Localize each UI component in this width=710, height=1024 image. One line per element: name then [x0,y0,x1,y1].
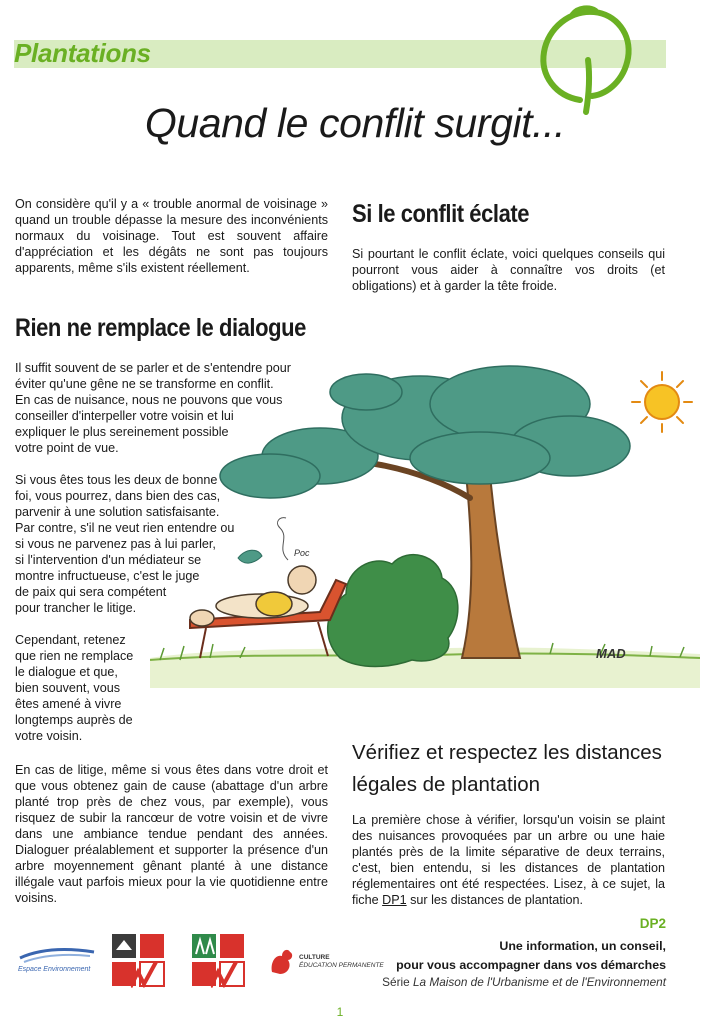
distances-heading-line-1: Vérifiez et respectez les distances [352,741,662,764]
dialogue-paragraph-2 [15,472,234,616]
distances-heading [352,737,662,801]
leaf-icon [238,550,262,563]
intro-paragraph: On considère qu'il y a « trouble anormal de voisinage » quand un trouble dépasse la mesure des inconvénients normaux du voisinage. Tout est souvent affaire d'appréciation et les dégâts ne sont pas toujours apparents, même s'ils existent réellement. [15,197,328,275]
wallonie-logo-1-icon [110,932,166,988]
document-code: DP2 [639,916,666,931]
line: pour trancher le litige. [15,601,137,615]
line: que rien ne remplace [15,649,134,663]
series-line: Série La Maison de l'Urbanisme et de l'Environnement [382,975,666,989]
line: conseiller d'interpeller votre voisin et lui [15,409,234,423]
signature-text: MAD [596,646,626,661]
dialogue-paragraph-3 [15,632,145,744]
page-title: Quand le conflit surgit... [144,100,566,146]
line: si vous ne parvenez pas à lui parler, [15,537,216,551]
page-number: 1 [336,1005,344,1019]
sun-icon [632,372,692,432]
dialogue-paragraph-1 [15,360,328,456]
line: êtes amené à vivre [15,697,122,711]
line: En cas de nuisance, nous ne pouvons que vous [15,393,283,407]
section-title: Plantations [14,38,151,68]
dialogue-paragraph-4: En cas de litige, même si vous êtes dans votre droit et que vous obtenez gain de cause (abattage d'un arbre planté trop près de chez vous, par exemple), vous risquez de subir la rancœur de votre voisin et de vivre dans une ambiance tendue pendant des années. Dialoguer préalablement et supporter la présence d'un arbre moyennement gênant planté à une distance illégale vaut parfois mieux pour la vie quotidienne entre voisins. [15,763,328,905]
line: votre voisin. [15,729,83,743]
line: Si vous êtes tous les deux de bonne [15,473,218,487]
line: montre infructueuse, c'est le juge [15,569,200,583]
tagline: Une information, un conseil, pour vous accompagner dans vos démarches [396,939,666,972]
line: de paix qui sera compétent [15,585,167,599]
dialogue-heading: Rien ne remplace le dialogue [15,314,306,342]
distances-heading-line-2: légales de plantation [352,773,541,796]
line: votre point de vue. [15,441,119,455]
line: éviter qu'une gêne ne se transforme en conflit. [15,377,274,391]
culture-logo-label: CULTURE ÉDUCATION PERMANENTE [299,954,384,969]
line: Par contre, s'il ne veut rien entendre ou [15,521,235,535]
conflict-paragraph: Si pourtant le conflit éclate, voici quelques conseils qui pourront vous aider à connaître vos droits (et obligations) et à garder la tête froide. [352,247,665,293]
line: expliquer le plus sereinement possible [15,425,229,439]
line: foi, vous pourrez, dans bien des cas, [15,489,221,503]
rooster-logo-icon [268,946,296,976]
line: Cependant, retenez [15,633,126,647]
line: bien souvent, vous [15,681,121,695]
line: parvenir à une solution satisfaisante. [15,505,220,519]
bubble-text: Poc [294,548,310,558]
line: longtemps auprès de [15,713,133,727]
distances-paragraph: La première chose à vérifier, lorsqu'un voisin se plaint des nuisances provoquées par un arbre ou une haie plantés près de la limite séparative de deux terrains, c'est, bien entendu, si les distances de plantation réglementaires ont été respectées. Lisez, à ce sujet, la fiche DP1 sur les distances de plantation. [352,813,665,907]
line: Il suffit souvent de se parler et de s'entendre pour [15,361,291,375]
dp1-link[interactable]: DP1 [382,893,407,907]
line: le dialogue et que, [15,665,118,679]
conflict-heading: Si le conflit éclate [352,200,530,228]
line: si l'intervention d'un médiateur se [15,553,202,567]
bush-icon [328,555,458,667]
espace-environnement-label: Espace Environnement [18,966,91,973]
wallonie-logo-2-icon [190,932,246,988]
